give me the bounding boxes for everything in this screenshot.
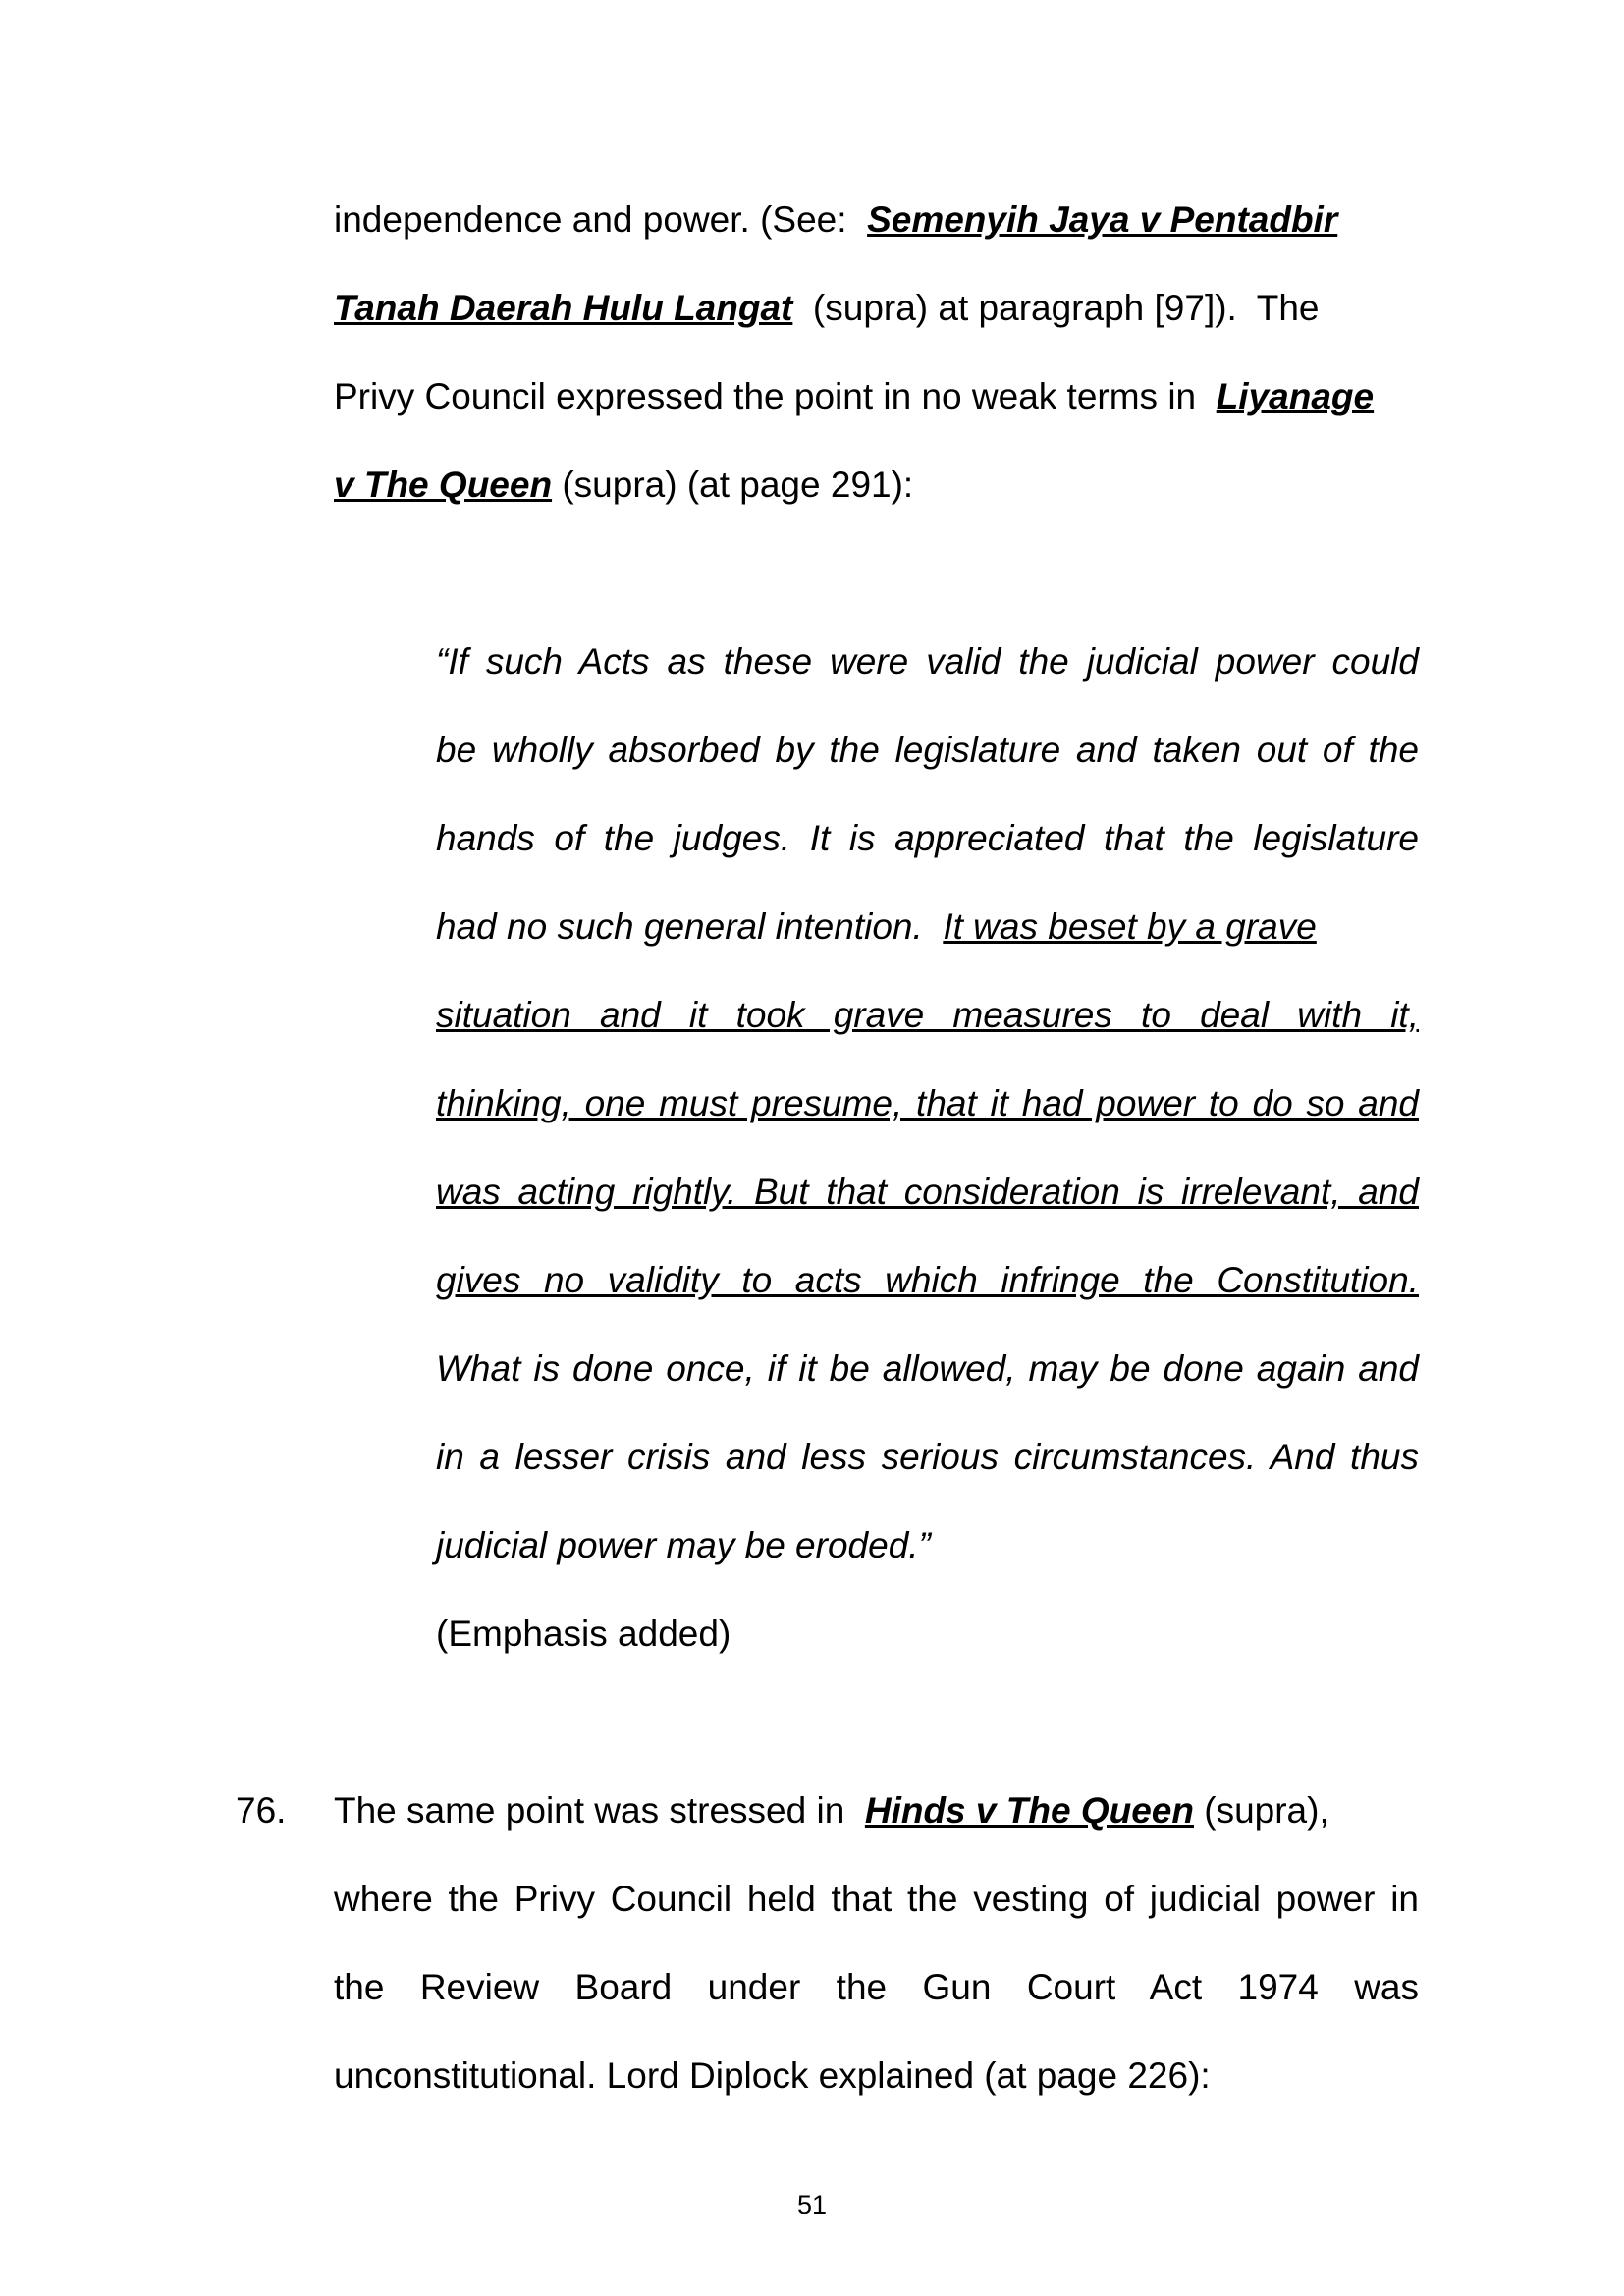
para-text: the Review Board under the Gun Court Act 1974 was [334,1967,1419,2007]
paragraph-number: 76. [236,1790,287,1831]
quote-line [436,1236,1419,1325]
quote-line [436,971,1419,1060]
quote-line [436,1413,1419,1502]
quote-line [436,1502,1419,1590]
intro-paragraph [334,176,1419,529]
emphasis-note [436,1590,1419,1678]
quote-line [436,706,1419,794]
intro-line-3 [334,353,1419,441]
quote-text: hands of the judges. It is appreciated that the legislature [436,818,1419,858]
emphasis-text: (Emphasis added) [436,1613,731,1654]
case-citation: Semenyih Jaya v Pentadbir [867,199,1338,240]
quote-text: in a lesser crisis and less serious circumstances. And thus [436,1437,1419,1477]
quote-line [436,618,1419,706]
para-line [334,1767,1419,1855]
quote-emphasis: was acting rightly. But that consideration is irrelevant, and [436,1172,1419,1212]
quote-text: had no such general intention. [436,906,934,947]
para-line [334,1855,1419,1943]
quote-emphasis: thinking, one must presume, that it had power to do so and [436,1083,1419,1123]
quote-text: “If such Acts as these were valid the judicial power could [436,641,1419,682]
intro-text: (supra) (at page 291): [552,465,914,505]
intro-text: Privy Council expressed the point in no weak terms in [334,376,1207,416]
para-text: unconstitutional. Lord Diplock explained (at page 226): [334,2055,1211,2096]
block-quote [436,618,1419,1590]
quote-text: judicial power may be eroded.” [436,1525,931,1565]
intro-line-2 [334,264,1419,353]
quote-line [436,1325,1419,1413]
intro-line-4 [334,441,1419,529]
case-citation: Liyanage [1216,376,1375,416]
para-text: The same point was stressed in [334,1790,855,1831]
quote-emphasis: situation and it took grave measures to deal with it, [436,995,1419,1035]
para-text: (supra), [1193,1790,1329,1831]
quote-line [436,1060,1419,1148]
intro-line-1 [334,176,1419,264]
para-line [334,1943,1419,2032]
page-number: 51 [796,2190,828,2219]
para-line [334,2032,1419,2120]
para-text: where the Privy Council held that the vesting of judicial power in [334,1879,1419,1919]
quote-line [436,1148,1419,1236]
quote-text: be wholly absorbed by the legislature and taken out of the [436,730,1419,770]
quote-text: What is done once, if it be allowed, may be done again and [436,1348,1419,1389]
quote-emphasis: It was beset by a grave [943,906,1317,947]
quote-line [436,794,1419,883]
quote-line [436,883,1419,971]
case-citation: v The Queen [334,465,553,505]
intro-text: (supra) at paragraph [97]). The [802,288,1320,328]
paragraph-76 [334,1767,1419,2120]
quote-emphasis: gives no validity to acts which infringe the Constitution. [436,1260,1419,1300]
case-citation: Tanah Daerah Hulu Langat [334,288,793,328]
case-citation: Hinds v The Queen [864,1790,1194,1831]
intro-text: independence and power. (See: [334,199,857,240]
